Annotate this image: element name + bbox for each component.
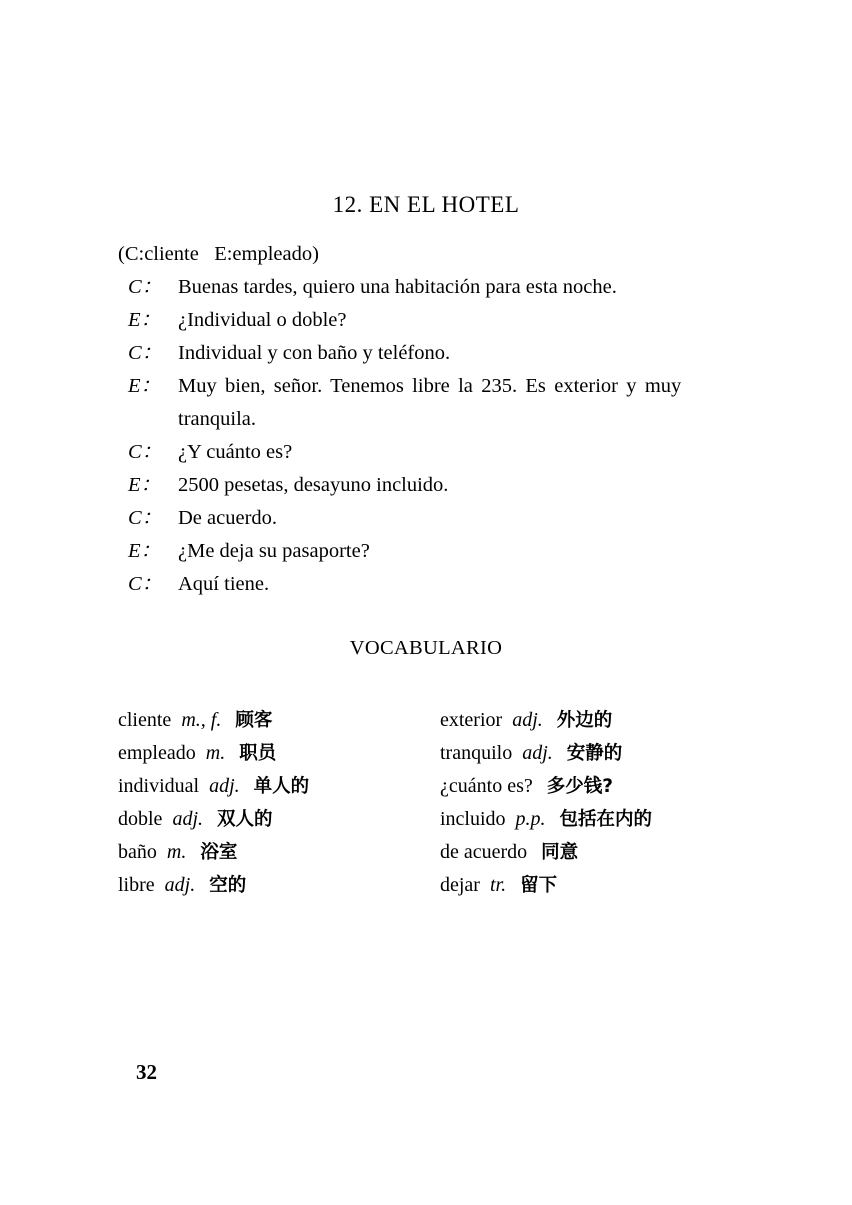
vocabulary-term: ¿cuánto es?	[440, 775, 533, 797]
speaker-label: E：	[128, 375, 162, 397]
vocabulary-abbreviation: adj.	[522, 742, 553, 764]
vocabulary-entry	[118, 836, 438, 869]
dialogue-text: ¿Y cuánto es?	[178, 441, 293, 463]
vocabulary-entry	[440, 836, 800, 869]
page-title: 12. EN EL HOTEL	[332, 192, 520, 217]
dialogue-text: De acuerdo.	[178, 507, 278, 529]
vocabulary-abbreviation: m.	[166, 841, 187, 863]
vocabulary-term: exterior	[440, 709, 503, 731]
vocabulary-gloss: 同意	[541, 842, 579, 863]
vocabulary-entry	[118, 869, 438, 902]
vocabulary-term: cliente	[118, 709, 172, 731]
vocabulary-entry	[440, 770, 800, 803]
vocabulary-abbreviation: m.	[205, 742, 226, 764]
dialogue-line	[118, 271, 758, 304]
vocabulary-entry	[118, 737, 438, 770]
vocabulary-column-right	[440, 704, 800, 902]
vocabulary-term: baño	[118, 841, 157, 863]
dialogue-line	[118, 370, 758, 436]
vocabulary-entry	[440, 737, 800, 770]
vocabulary-gloss: 顾客	[235, 710, 273, 731]
dialogue-text: Aquí tiene.	[178, 573, 270, 595]
vocabulary-term: doble	[118, 808, 163, 830]
vocabulary-abbreviation: adj.	[172, 808, 203, 830]
vocabulary-entry	[118, 803, 438, 836]
dialogue-text: Individual y con baño y teléfono.	[178, 342, 451, 364]
vocabulary-gloss: 双人的	[217, 809, 273, 830]
page-number: 32	[136, 1060, 157, 1084]
vocabulary-gloss: 空的	[209, 875, 247, 896]
vocabulary-term: empleado	[118, 742, 196, 764]
vocabulary-term: de acuerdo	[440, 841, 528, 863]
dialogue-line	[118, 502, 758, 535]
dialogue-line	[118, 337, 758, 370]
dialogue-text-continuation: tranquila.	[178, 408, 256, 430]
vocabulary-abbreviation: adj.	[209, 775, 240, 797]
dialogue-text: Muy bien, señor. Tenemos libre la 235. Es exterior y muy	[178, 375, 682, 397]
dialogue-line	[118, 304, 758, 337]
speaker-label: E：	[128, 309, 162, 331]
vocabulary-heading: VOCABULARIO	[349, 637, 503, 659]
speaker-label: E：	[128, 540, 162, 562]
vocabulary-abbreviation: adj.	[512, 709, 543, 731]
dialogue-line	[118, 568, 758, 601]
vocabulary-column-left	[118, 704, 438, 902]
speaker-label: C：	[128, 276, 163, 298]
vocabulary-gloss: 职员	[239, 743, 277, 764]
vocabulary-entry	[440, 869, 800, 902]
dialogue-line	[118, 535, 758, 568]
speaker-label: C：	[128, 507, 163, 529]
dialogue-text: 2500 pesetas, desayuno incluido.	[178, 474, 449, 496]
vocabulary-gloss: 外边的	[556, 710, 613, 731]
vocabulary-abbreviation: adj.	[164, 874, 196, 896]
vocabulary-abbreviation: tr.	[489, 874, 507, 896]
vocabulary-term: dejar	[440, 874, 480, 896]
vocabulary-gloss: 安静的	[566, 743, 623, 764]
vocabulary-term: incluido	[440, 808, 506, 830]
vocabulary-term: libre	[118, 874, 155, 896]
vocabulary-term: tranquilo	[440, 742, 513, 764]
vocabulary-gloss: 单人的	[253, 776, 310, 797]
vocabulary-entry	[440, 704, 800, 737]
dialogue-line	[118, 436, 758, 469]
dialogue-text: Buenas tardes, quiero una habitación para esta noche.	[178, 276, 617, 298]
dialogue-text: ¿Individual o doble?	[178, 309, 347, 331]
vocabulary-gloss: 浴室	[200, 842, 238, 863]
vocabulary-entry	[118, 704, 438, 737]
vocabulary-term: individual	[118, 775, 200, 797]
speaker-label: E：	[128, 474, 162, 496]
vocabulary-entry	[440, 803, 800, 836]
speaker-label: C：	[128, 342, 163, 364]
vocabulary-gloss: 包括在内的	[559, 809, 653, 830]
speaker-label: C：	[128, 441, 163, 463]
vocabulary-abbreviation: m., f.	[181, 709, 222, 731]
dialogue-section	[118, 238, 758, 601]
vocabulary-gloss: 留下	[520, 875, 558, 896]
dialogue-line	[118, 469, 758, 502]
dialogue-text: ¿Me deja su pasaporte?	[178, 540, 370, 562]
vocabulary-abbreviation: p.p.	[515, 808, 546, 830]
vocabulary-entry	[118, 770, 438, 803]
speaker-key: (C:cliente E:empleado)	[118, 243, 319, 265]
vocabulary-gloss: 多少钱?	[546, 776, 613, 797]
speaker-label: C：	[128, 573, 163, 595]
